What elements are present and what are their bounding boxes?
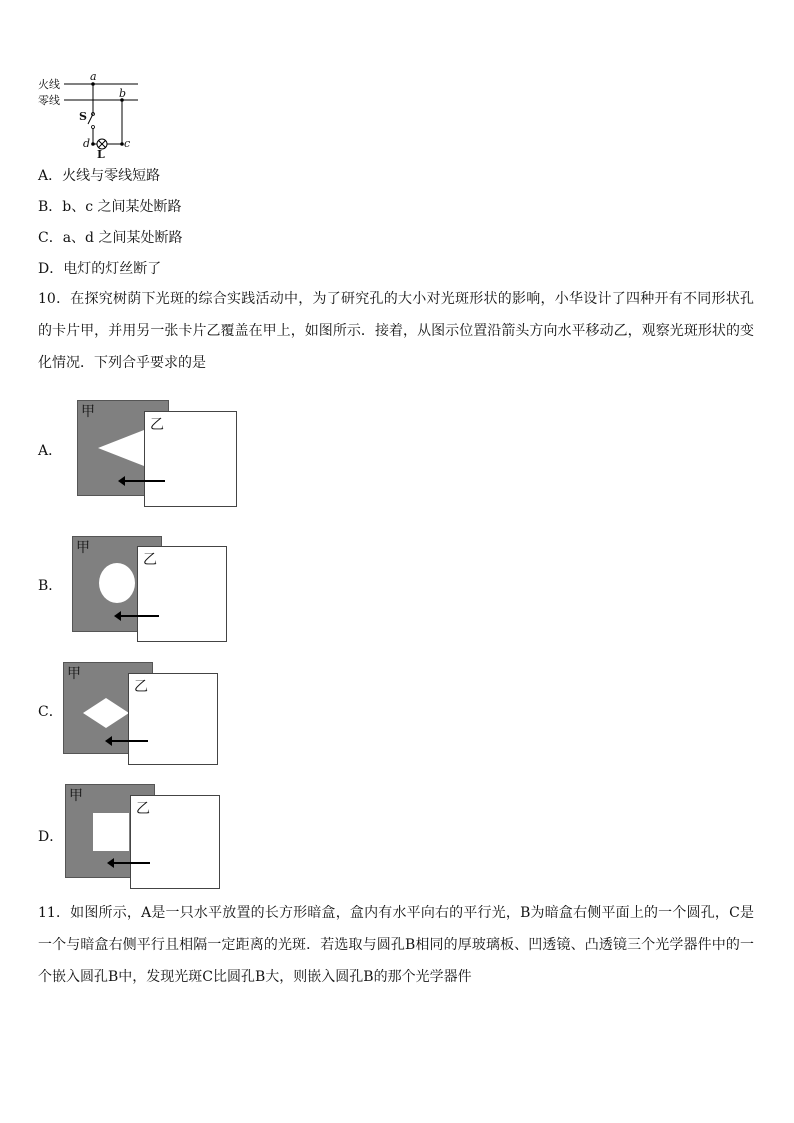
square-hole <box>93 813 129 851</box>
card-yi-label: 乙 <box>143 552 157 568</box>
point-b-label: b <box>119 87 127 100</box>
card-yi-b <box>137 546 227 642</box>
arrow-left-icon <box>110 740 148 742</box>
diamond-hole <box>83 698 133 728</box>
q10-option-c-label: C． <box>38 704 63 720</box>
fire-line-label: 火线 <box>38 78 60 91</box>
q9-option-a: A．火线与零线短路 <box>38 168 161 184</box>
neutral-line-label: 零线 <box>38 94 60 107</box>
q9-option-c: C．a、d 之间某处断路 <box>38 230 183 246</box>
switch-label: S <box>79 110 87 123</box>
arrow-left-icon <box>112 862 150 864</box>
card-yi-label: 乙 <box>150 417 164 433</box>
card-jia-label: 甲 <box>76 540 90 556</box>
circuit-diagram <box>38 72 148 162</box>
card-jia-label: 甲 <box>69 788 83 804</box>
lamp-label: L <box>97 148 105 161</box>
point-d-label: d <box>83 137 91 150</box>
q10-option-b-label: B． <box>38 578 63 594</box>
card-jia-label: 甲 <box>81 404 95 420</box>
q10-stem: 10．在探究树荫下光斑的综合实践活动中，为了研究孔的大小对光斑形状的影响，小华设计了四种开有不同形状孔的卡片甲，并用另一张卡片乙覆盖在甲上，如图所示．接着，从图示位置沿箭头方向水平移动乙，观察光斑形状的变化情况．下列合乎要求的是 <box>38 291 754 371</box>
card-yi-label: 乙 <box>134 679 148 695</box>
card-yi-label: 乙 <box>136 801 150 817</box>
q9-option-d: D．电灯的灯丝断了 <box>38 261 162 277</box>
q11-stem: 11．如图所示，A是一只水平放置的长方形暗盒，盒内有水平向右的平行光，B为暗盒右侧平面上的一个圆孔，C是一个与暗盒右侧平行且相隔一定距离的光斑．若选取与圆孔B相同的厚玻璃板、凹透镜、凸透镜三个光学器件中的一个嵌入圆孔B中，发现光斑C比圆孔B大，则嵌入圆孔B的那个光学器件 <box>38 905 754 985</box>
card-yi-c <box>128 673 218 765</box>
arrow-left-icon <box>123 480 165 482</box>
q9-option-b: B．b、c 之间某处断路 <box>38 199 182 215</box>
card-yi-d <box>130 795 220 889</box>
point-c-label: c <box>124 137 131 150</box>
q10-option-d-label: D． <box>38 829 64 845</box>
circle-hole <box>99 563 135 603</box>
card-jia-label: 甲 <box>67 666 81 682</box>
arrow-left-icon <box>119 615 159 617</box>
card-yi-a <box>144 411 237 507</box>
q10-option-a-label: A． <box>38 443 63 459</box>
point-a-label: a <box>90 70 97 83</box>
